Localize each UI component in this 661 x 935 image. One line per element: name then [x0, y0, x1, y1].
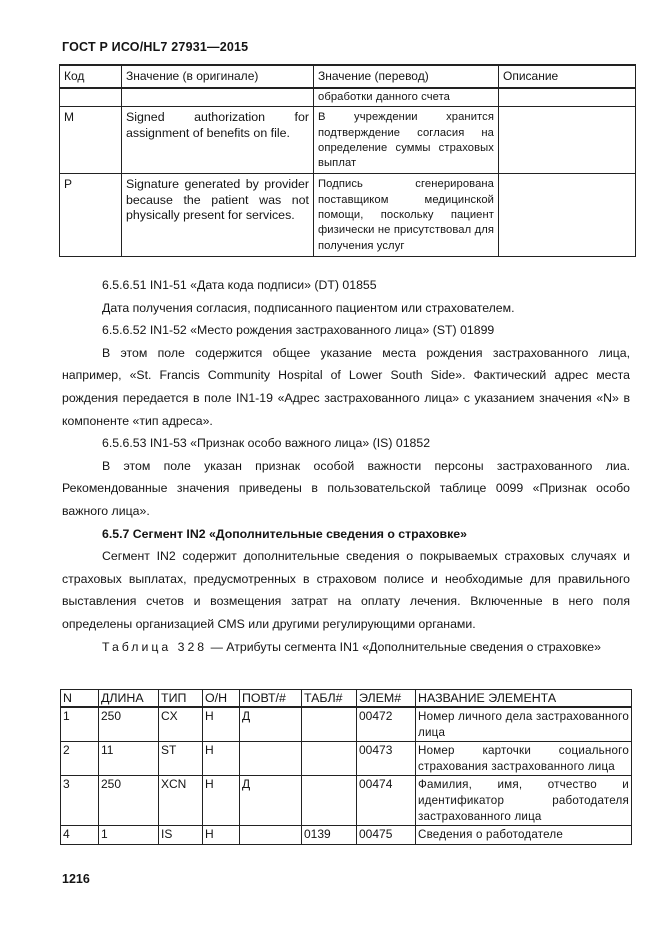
- section-heading-in1-52: 6.5.6.52 IN1-52 «Место рождения застрахованного лица» (ST) 01899: [102, 323, 495, 338]
- column-header-table: ТАБЛ#: [302, 690, 357, 708]
- column-header-element: ЭЛЕМ#: [357, 690, 416, 708]
- column-header-length: ДЛИНА: [99, 690, 159, 708]
- page-number: 1216: [62, 872, 90, 886]
- section-heading-in1-51: 6.5.6.51 IN1-51 «Дата кода подписи» (DT) 01855: [102, 278, 377, 292]
- cell-repetition: Д: [240, 707, 302, 742]
- cell-repetition: [240, 826, 302, 845]
- cell-code: P: [60, 174, 122, 256]
- cell-optionality: Н: [203, 742, 240, 776]
- table-row: [60, 174, 636, 256]
- cell-original: Signature generated by provider because the patient was not physically present for services.: [122, 174, 314, 256]
- cell-table: [302, 742, 357, 776]
- column-header-description: Описание: [499, 65, 636, 88]
- cell-element-name: Фамилия, имя, отчество и идентификатор работодателя застрахованного лица: [416, 776, 632, 826]
- section-heading-in1-53: 6.5.6.53 IN1-53 «Признак особо важного лица» (IS) 01852: [102, 436, 431, 451]
- table-row: [60, 88, 636, 107]
- cell-description: [499, 174, 636, 256]
- cell-optionality: Н: [203, 707, 240, 742]
- cell-repetition: [240, 742, 302, 776]
- paragraph: В этом поле содержится общее указание места рождения застрахованного лица, например, «St. Francis Community Hospital of Lower South Side». Фактический адрес места рождения передается в поле IN1-19 «Адрес застрахованного лица» с указанием значения «N» в компоненте «тип адреса».: [62, 345, 630, 428]
- paragraph: Дата получения согласия, подписанного пациентом или страхователем.: [102, 300, 515, 315]
- paragraph: Сегмент IN2 содержит дополнительные сведения о покрываемых страховых случаях и страховых выплатах, предусмотренных в страховом полисе и необходимые для правильного выставления счетов и возмещения затрат на оплату лечения. Включенные в него поля определены организацией CMS или другими регулирующими органами.: [62, 549, 630, 631]
- cell-optionality: Н: [203, 826, 240, 845]
- cell-type: IS: [159, 826, 203, 845]
- fields-table-header: [61, 690, 632, 708]
- cell-element-name: Сведения о работодателе: [416, 826, 632, 845]
- codes-table: [59, 64, 636, 257]
- cell-type: CX: [159, 707, 203, 742]
- cell-element-name: Номер личного дела застрахованного лица: [416, 707, 632, 742]
- column-header-n: N: [61, 690, 99, 708]
- body-text: [62, 274, 630, 658]
- cell-translation: обработки данного счета: [314, 88, 499, 107]
- cell-n: 1: [61, 707, 99, 742]
- cell-element: 00474: [357, 776, 416, 826]
- cell-length: 250: [99, 707, 159, 742]
- cell-translation: В учреждении хранится подтверждение согласия на определение суммы страховых выплат: [314, 107, 499, 174]
- table-caption-text: — Атрибуты сегмента IN1 «Дополнительные сведения о страховке»: [207, 639, 601, 654]
- cell-code: [60, 88, 122, 107]
- cell-description: [499, 107, 636, 174]
- cell-table: [302, 776, 357, 826]
- column-header-repetition: ПОВТ/#: [240, 690, 302, 708]
- cell-type: XCN: [159, 776, 203, 826]
- cell-length: 1: [99, 826, 159, 845]
- table-row: [61, 707, 632, 742]
- column-header-element-name: НАЗВАНИЕ ЭЛЕМЕНТА: [416, 690, 632, 708]
- table-row: [61, 826, 632, 845]
- column-header-optionality: О/Н: [203, 690, 240, 708]
- cell-translation: Подпись сгенерирована поставщиком медицинской помощи, поскольку пациент физически не присутствовал для получения услуг: [314, 174, 499, 256]
- column-header-translation: Значение (перевод): [314, 65, 499, 88]
- cell-element: 00475: [357, 826, 416, 845]
- cell-table: [302, 707, 357, 742]
- column-header-type: ТИП: [159, 690, 203, 708]
- cell-original: [122, 88, 314, 107]
- cell-element-name: Номер карточки социального страхования застрахованного лица: [416, 742, 632, 776]
- cell-n: 2: [61, 742, 99, 776]
- cell-optionality: Н: [203, 776, 240, 826]
- fields-table: [60, 689, 632, 845]
- table-caption-label: Таблица 328: [102, 639, 208, 654]
- cell-code: M: [60, 107, 122, 174]
- column-header-original: Значение (в оригинале): [122, 65, 314, 88]
- cell-original: Signed authorization for assignment of benefits on file.: [122, 107, 314, 174]
- cell-description: [499, 88, 636, 107]
- cell-n: 3: [61, 776, 99, 826]
- section-heading-in2: 6.5.7 Сегмент IN2 «Дополнительные сведения о страховке»: [102, 526, 467, 541]
- cell-length: 250: [99, 776, 159, 826]
- document-header: ГОСТ Р ИСО/HL7 27931—2015: [62, 40, 249, 54]
- cell-length: 11: [99, 742, 159, 776]
- table-row: [61, 776, 632, 826]
- table-row: [61, 742, 632, 776]
- paragraph: В этом поле указан признак особой важности персоны застрахованного лиа. Рекомендованные значения приведены в пользовательской таблице 0099 «Признак особо важного лица».: [62, 458, 630, 518]
- cell-element: 00472: [357, 707, 416, 742]
- cell-type: ST: [159, 742, 203, 776]
- cell-repetition: Д: [240, 776, 302, 826]
- table-row: [60, 107, 636, 174]
- cell-element: 00473: [357, 742, 416, 776]
- column-header-code: Код: [60, 65, 122, 88]
- table-caption: [62, 636, 630, 659]
- cell-table: 0139: [302, 826, 357, 845]
- cell-n: 4: [61, 826, 99, 845]
- codes-table-header: [60, 65, 636, 88]
